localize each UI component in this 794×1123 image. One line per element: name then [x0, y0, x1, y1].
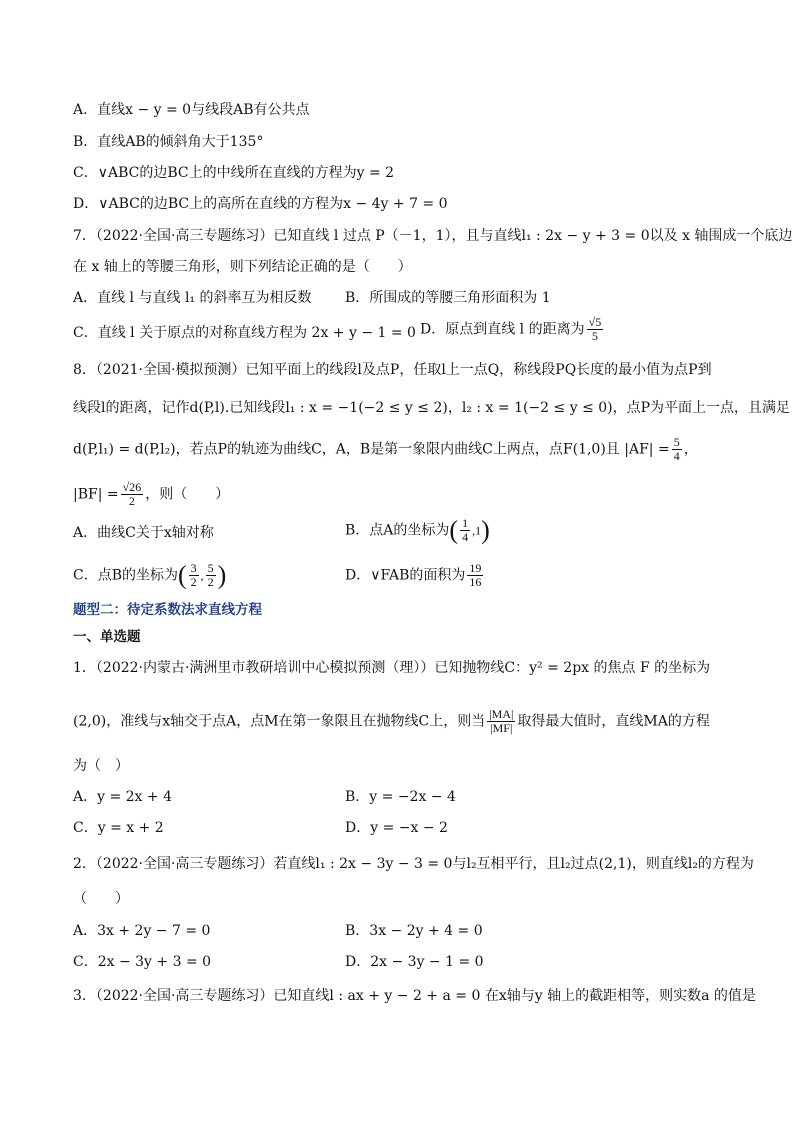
q7-option-d-text: D．原点到直线 l 的距离为 — [420, 321, 585, 338]
q8-option-a: A．曲线C关于x轴对称 — [73, 525, 214, 541]
p2-stem-line1: 2．（2022·全国·高三专题练习）若直线l₁ : 2x − 3y − 3 = 0与l₂互相平行，且l₂过点(2,1)，则直线l₂的方程为 — [73, 856, 754, 872]
p2-option-d: D．2x − 3y − 1 = 0 — [345, 954, 484, 970]
q8-line3-suffix: ， — [683, 441, 698, 458]
q8-option-c-text: C．点B的坐标为 — [73, 567, 178, 584]
p1-option-c: C．y = x + 2 — [73, 820, 164, 836]
q8-option-c — [73, 562, 226, 589]
q8-line4-suffix: ，则（ ） — [145, 486, 230, 503]
q8-option-d-fraction — [467, 562, 483, 589]
q8-stem-line3 — [73, 436, 698, 463]
p1-line2-suffix: 取得最大值时，直线MA的方程 — [517, 713, 710, 730]
fraction-numerator: |MA| — [489, 707, 514, 721]
comma: , — [200, 568, 204, 583]
q8-option-d — [345, 562, 485, 589]
p2-stem-line2: （ ） — [73, 891, 129, 907]
q8-option-c-fraction-1 — [189, 562, 199, 589]
p2-option-a: A．3x + 2y − 7 = 0 — [73, 923, 211, 939]
q6-option-a: A．直线x − y = 0与线段AB有公共点 — [73, 102, 310, 118]
fraction-denominator: |MF| — [490, 721, 513, 735]
fraction-denominator: 2 — [128, 494, 135, 508]
q8-option-d-text: D．∨FAB的面积为 — [345, 567, 466, 584]
p1-stem-line3: 为（ ） — [73, 758, 129, 774]
q8-option-b — [345, 517, 490, 544]
q7-option-d — [420, 316, 605, 343]
p2-option-b: B．3x − 2y + 4 = 0 — [345, 923, 483, 939]
fraction-denominator: 5 — [591, 329, 598, 343]
q8-stem-line2: 线段l的距离，记作d(P,l).已知线段l₁ : x = −1(−2 ≤ y ≤ 2)，l₂ : x = 1(−2 ≤ y ≤ 0)，点P为平面上一点，且满足 — [73, 400, 791, 416]
left-paren: ( — [449, 515, 459, 545]
q7-option-d-fraction — [587, 316, 604, 343]
fraction-numerator: 19 — [469, 561, 482, 575]
p1-stem-line2 — [73, 708, 710, 735]
q8-stem-line1: 8．（2021·全国·模拟预测）已知平面上的线段l及点P，任取l上一点Q，称线段PQ长度的最小值为点P到 — [73, 362, 712, 378]
q8-line4-text: |BF| = — [73, 486, 119, 503]
right-paren: ) — [217, 560, 227, 590]
fraction-numerator: 5 — [207, 561, 214, 575]
left-paren: ( — [178, 560, 187, 590]
q7-option-a: A．直线 l 与直线 l₁ 的斜率互为相反数 — [73, 290, 312, 306]
q8-option-b-text: B．点A的坐标为 — [345, 522, 450, 539]
q6-option-b: B．直线AB的倾斜角大于135° — [73, 134, 264, 150]
fraction-denominator: 4 — [673, 449, 680, 463]
fraction-denominator: 4 — [462, 530, 469, 544]
fraction-denominator: 2 — [190, 575, 197, 589]
q7-option-c: C．直线 l 关于原点的对称直线方程为 2x + y − 1 = 0 — [73, 325, 416, 341]
q8-option-b-fraction — [460, 517, 470, 544]
fraction-numerator: 5 — [673, 435, 680, 449]
section-title: 题型二：待定系数法求直线方程 — [73, 602, 262, 618]
q6-option-d: D．∨ABC的边BC上的高所在直线的方程为x − 4y + 7 = 0 — [73, 196, 448, 212]
q6-option-c: C．∨ABC的边BC上的中线所在直线的方程为y = 2 — [73, 165, 395, 181]
fraction-denominator: 2 — [207, 575, 214, 589]
q8-option-c-fraction-2 — [206, 562, 216, 589]
p1-line2-text: (2,0)，准线与x轴交于点A，点M在第一象限且在抛物线C上，则当 — [73, 713, 486, 730]
fraction-numerator: √26 — [122, 480, 142, 494]
p1-ratio-fraction — [487, 708, 515, 735]
p1-option-a: A．y = 2x + 4 — [73, 789, 172, 805]
q8-option-b-suffix: ,1 — [472, 523, 482, 538]
p1-option-d: D．y = −x − 2 — [345, 820, 448, 836]
q7-stem-line2: 在 x 轴上的等腰三角形，则下列结论正确的是（ ） — [73, 259, 412, 275]
fraction-numerator: 1 — [462, 516, 469, 530]
p1-option-b: B．y = −2x − 4 — [345, 789, 456, 805]
q8-stem-line4 — [73, 481, 229, 508]
q7-option-b: B．所围成的等腰三角形面积为 1 — [345, 290, 551, 306]
right-paren: ) — [481, 515, 490, 545]
p2-option-c: C．2x − 3y + 3 = 0 — [73, 954, 212, 970]
fraction-numerator: √5 — [588, 315, 602, 329]
p1-stem-line1: 1．（2022·内蒙古·满洲里市教研培训中心模拟预测（理））已知抛物线C：y² = 2px 的焦点 F 的坐标为 — [73, 660, 711, 676]
fraction-numerator: 3 — [190, 561, 197, 575]
q7-stem-line1: 7．（2022·全国·高三专题练习）已知直线 l 过点 P（－1，1），且与直线l₁ : 2x − y + 3 = 0以及 x 轴围成一个底边 — [73, 228, 793, 244]
section-subtitle: 一、单选题 — [73, 629, 141, 645]
fraction-denominator: 16 — [469, 575, 482, 589]
q8-bf-fraction — [121, 481, 144, 508]
q8-line3-text: d(P,l₁) = d(P,l₂)，若点P的轨迹为曲线C，A，B是第一象限内曲线C上两点，点F(1,0)且 |AF| = — [73, 441, 670, 458]
q8-af-fraction — [672, 436, 682, 463]
p3-stem-line1: 3．（2022·全国·高三专题练习）已知直线l : ax + y − 2 + a = 0 在x轴与y 轴上的截距相等，则实数a 的值是 — [73, 988, 756, 1004]
